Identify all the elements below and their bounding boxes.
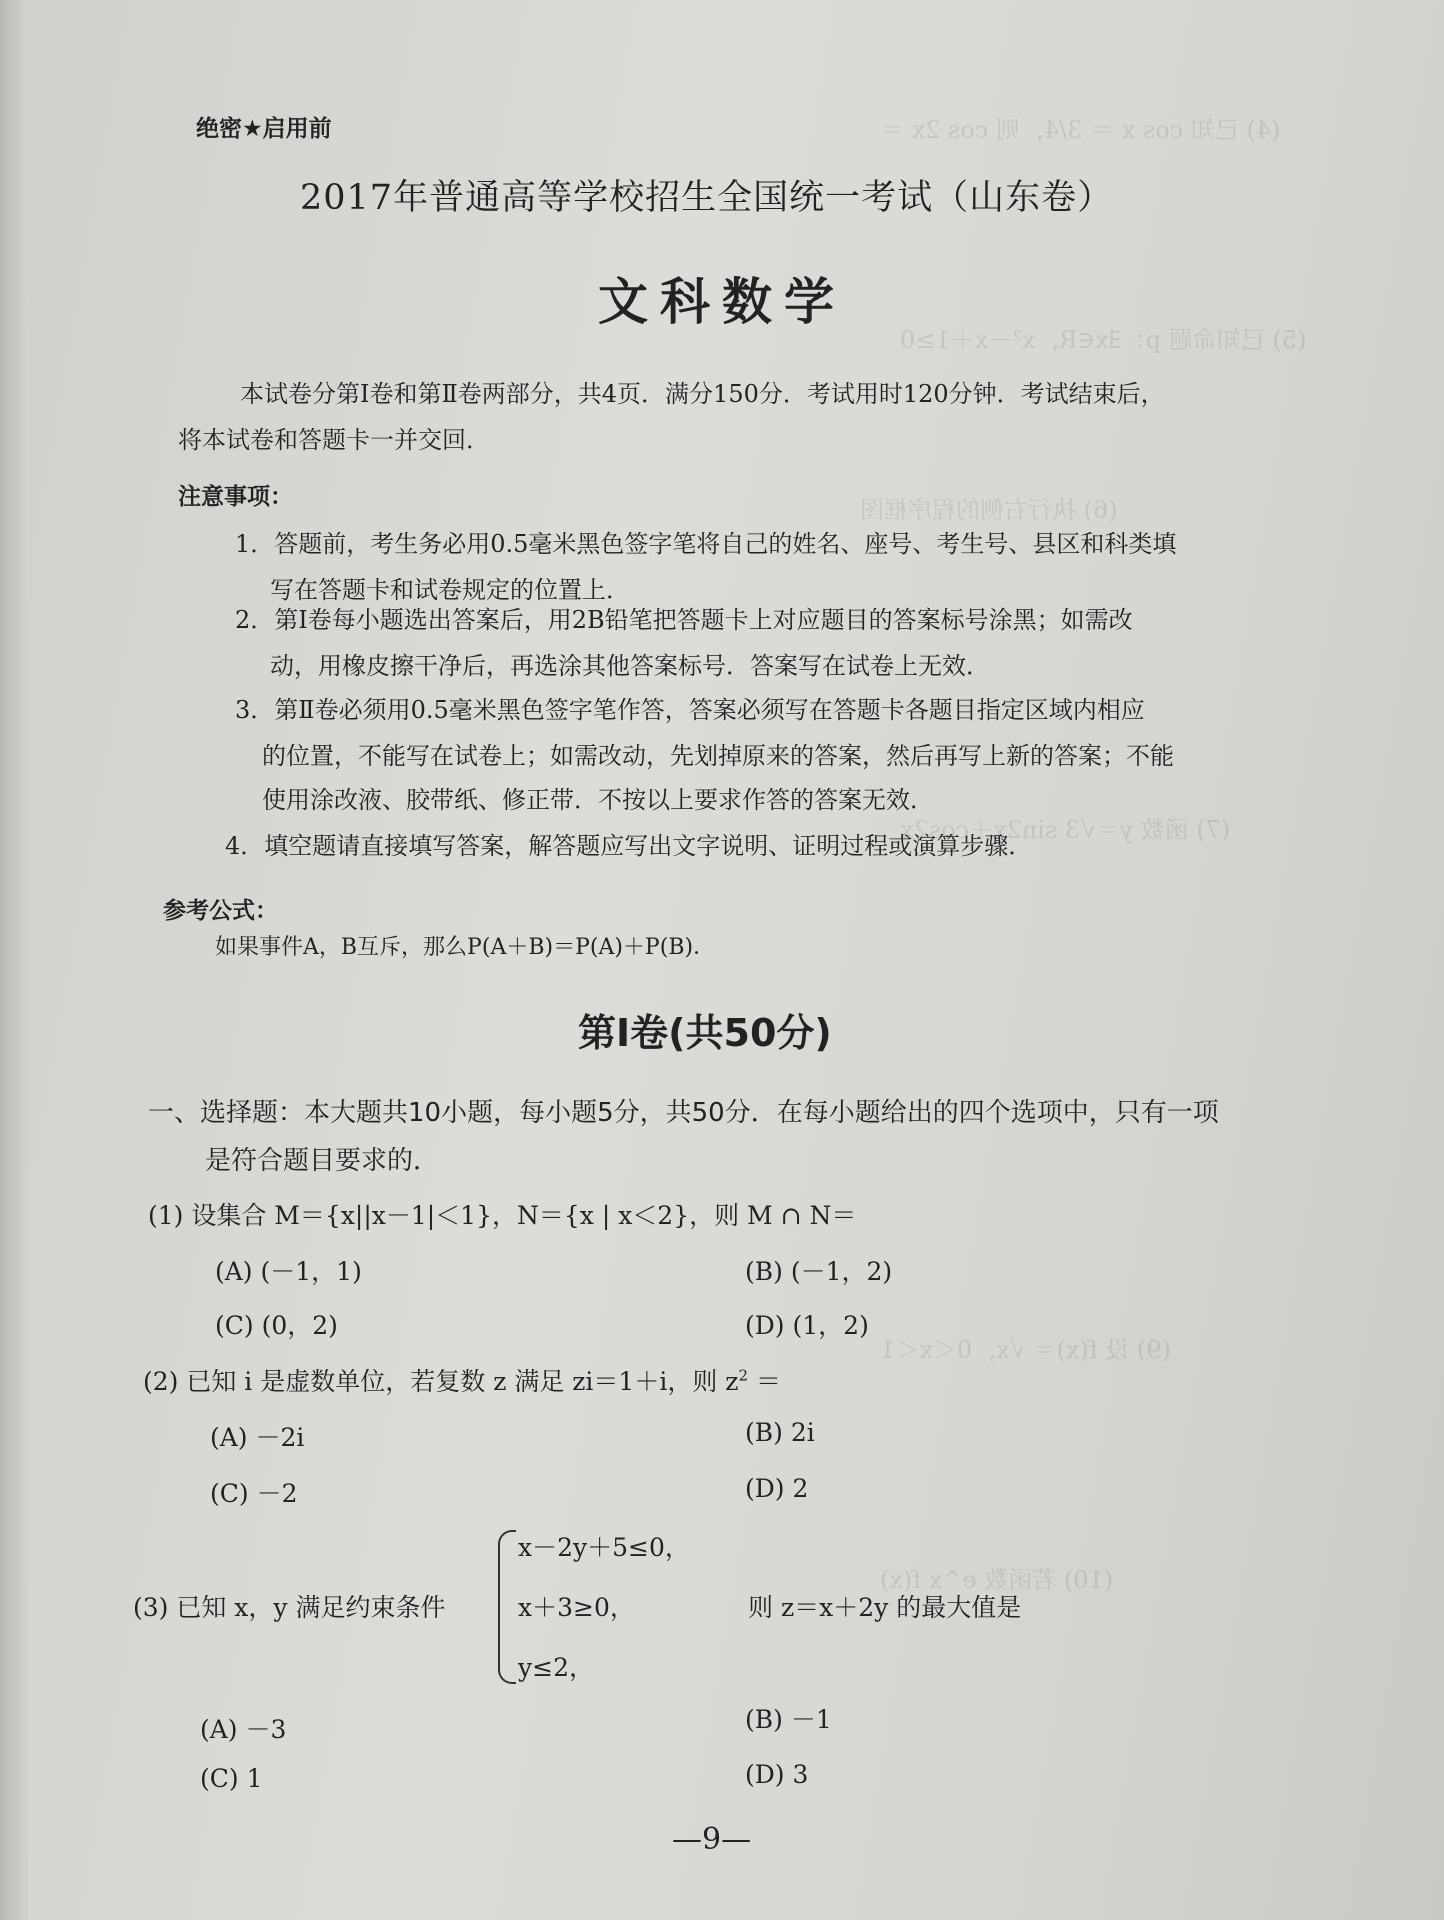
question-2-stem-text: (2) 已知 i 是虚数单位，若复数 z 满足 zi＝1＋i，则 z [143,1367,739,1396]
constraint-brace [498,1530,516,1684]
notice-line: 2．第Ⅰ卷每小题选出答案后，用2B铅笔把答题卡上对应题目的答案标号涂黑；如需改 [235,606,1133,634]
constraint-3: y≤2， [518,1653,594,1682]
subject-title: 文科数学 [598,272,846,331]
show-through-text: (4) 已知 cos x ＝ 3/4，则 cos 2x ＝ [880,116,1281,144]
question-1-option-c: (C) (0，2) [215,1311,338,1340]
question-3-option-b: (B) －1 [745,1705,832,1734]
volume-title: 第Ⅰ卷(共50分) [578,1011,832,1055]
notice-line: 4．填空题请直接填写答案，解答题应写出文字说明、证明过程或演算步骤． [225,832,1033,860]
notice-line: 的位置，不能写在试卷上；如需改动，先划掉原来的答案，然后再写上新的答案；不能 [262,742,1174,770]
question-1-option-d: (D) (1，2) [745,1311,869,1340]
notice-heading: 注意事项： [178,484,293,510]
confidential-label: 绝密★启用前 [196,116,332,142]
question-3-option-a: (A) －3 [200,1715,287,1744]
question-3-stem-end: 则 z＝x＋2y 的最大值是 [748,1593,1022,1622]
constraint-2: x＋3≥0， [518,1593,635,1622]
constraint-1: x－2y＋5≤0， [518,1533,690,1562]
show-through-text: (5) 已知命题 p：∃x∈R，x²－x＋1≥0 [900,326,1307,354]
section-instruction: 是符合题目要求的． [205,1146,440,1176]
page-edge [0,0,28,1920]
notice-line: 使用涂改液、胶带纸、修正带．不按以上要求作答的答案无效． [262,786,934,814]
show-through-text: (9) 设 f(x)＝ √x，0＜x＜1 [880,1336,1171,1364]
reference-formula: 如果事件A，B互斥，那么P(A＋B)＝P(A)＋P(B)． [215,935,716,960]
question-1-option-b: (B) (－1，2) [745,1257,893,1286]
question-2-stem [143,1362,781,1398]
notice-line: 动，用橡皮擦干净后，再选涂其他答案标号．答案写在试卷上无效． [270,652,990,680]
question-2-exponent: 2 [738,1366,748,1385]
exam-title: 2017年普通高等学校招生全国统一考试（山东卷） [300,178,1114,218]
question-2-option-b: (B) 2i [745,1418,815,1447]
page-number: —9— [672,1822,752,1857]
section-instruction: 一、选择题：本大题共10小题，每小题5分，共50分．在每小题给出的四个选项中，只有一项 [148,1098,1219,1128]
question-3-option-c: (C) 1 [200,1764,263,1793]
notice-line: 写在答题卡和试卷规定的位置上． [270,576,630,604]
notice-line: 1．答题前，考生务必用0.5毫米黑色签字笔将自己的姓名、座号、考生号、县区和科类填 [235,530,1177,558]
question-1-option-a: (A) (－1，1) [215,1257,362,1286]
show-through-text: (6) 执行右侧的程序框图 [860,496,1118,524]
question-2-option-d: (D) 2 [745,1474,809,1503]
notice-line: 3．第Ⅱ卷必须用0.5毫米黑色签字笔作答，答案必须写在答题卡各题目指定区域内相应 [235,696,1145,724]
question-2-option-c: (C) －2 [210,1479,298,1508]
intro-line: 本试卷分第Ⅰ卷和第Ⅱ卷两部分，共4页．满分150分．考试用时120分钟．考试结束后， [240,380,1165,408]
question-3-stem: (3) 已知 x，y 满足约束条件 [133,1593,446,1622]
reference-heading: 参考公式： [163,898,278,924]
show-through-text: (10) 若函数 e^x f(x) [880,1566,1114,1594]
intro-line: 将本试卷和答题卡一并交回． [178,426,490,454]
question-1-stem: (1) 设集合 M＝{x||x－1|＜1}，N＝{x | x＜2}，则 M ∩ N＝ [148,1201,857,1230]
question-2-stem-end: ＝ [748,1367,781,1396]
show-through-text: (7) 函数 y＝√3 sin2x＋cos2x [900,816,1231,844]
question-2-option-a: (A) －2i [210,1423,305,1452]
question-3-option-d: (D) 3 [745,1760,809,1789]
